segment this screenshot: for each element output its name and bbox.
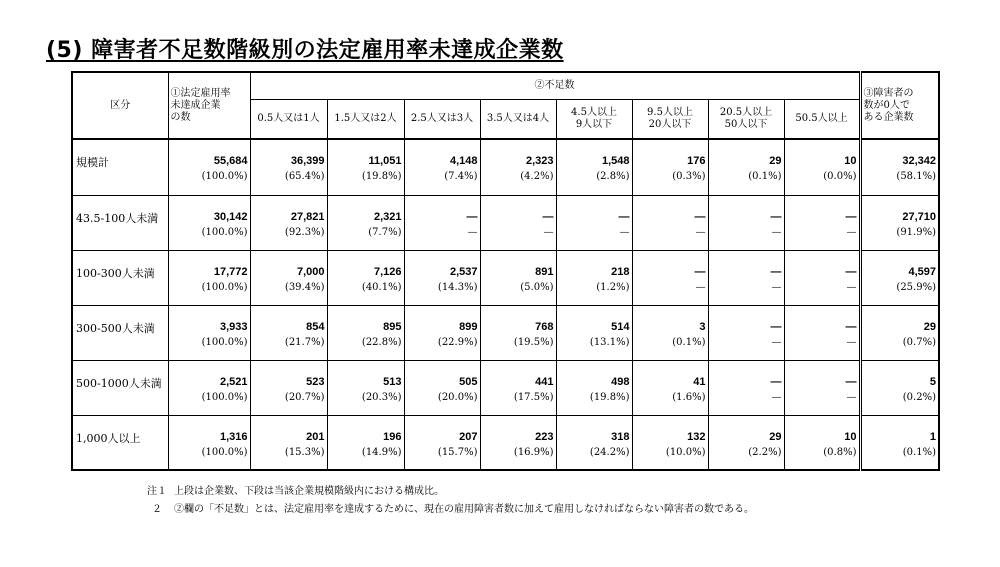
header-line: 50.5人以上: [795, 112, 848, 124]
table-cell: [250, 415, 327, 470]
count-value: 27,821: [290, 210, 325, 223]
percent-value: (39.4%): [284, 281, 325, 293]
data-table: [71, 71, 940, 471]
table-cell: [480, 305, 556, 360]
note-text: ②欄の「不足数」とは、法定雇用率を達成するために、現在の雇用障害者数に加えて雇用しなければならない障害者の数である。: [174, 504, 754, 515]
table-cell: [250, 139, 327, 195]
table-row: [72, 195, 939, 250]
table-cell: [708, 305, 784, 360]
table-row: [72, 139, 939, 195]
count-value: 498: [611, 375, 630, 388]
percent-value: (1.2%): [596, 281, 630, 293]
dash-value: —: [846, 391, 857, 403]
count-value: 29: [769, 155, 782, 167]
percent-value: (19.8%): [589, 391, 630, 403]
header-line: 9人以下: [575, 118, 613, 130]
table-cell: [168, 305, 250, 360]
percent-value: (0.1%): [902, 446, 936, 458]
count-value: 30,142: [213, 210, 248, 223]
count-value: 7,126: [373, 265, 402, 278]
header-line: 1.5人又は2人: [334, 112, 397, 124]
header-line: 0.5人又は1人: [257, 112, 320, 124]
percent-value: (20.7%): [284, 391, 325, 403]
dash-value: —: [771, 226, 782, 238]
percent-value: (16.9%): [513, 446, 554, 458]
header-line: ①法定雇用率: [170, 87, 231, 99]
note-key: 注１: [147, 486, 167, 497]
percent-value: (21.7%): [284, 336, 325, 348]
count-value: 29: [769, 430, 782, 443]
header-shortfall-range: [480, 99, 556, 139]
table-cell: [327, 360, 404, 415]
count-value: 768: [535, 320, 554, 333]
percent-value: (100.0%): [201, 226, 248, 238]
count-value: 207: [459, 430, 478, 443]
row-label: 規模計: [72, 139, 168, 195]
count-value: 223: [535, 430, 554, 443]
table-cell: [556, 360, 632, 415]
dash-value: —: [467, 226, 478, 238]
dash-value: —: [618, 210, 630, 223]
percent-value: (92.3%): [284, 226, 325, 238]
count-value: 36,399: [290, 155, 325, 167]
dash-value: —: [846, 226, 857, 238]
count-value: 505: [459, 375, 478, 388]
header-line: の数: [170, 111, 191, 123]
table-cell: [480, 195, 556, 250]
percent-value: (20.0%): [437, 391, 478, 403]
header-shortfall-range: [327, 99, 404, 139]
row-label: 1,000人以上: [72, 415, 168, 470]
table-cell: [784, 250, 860, 305]
table-cell: [860, 250, 939, 305]
table-cell: [556, 139, 632, 195]
count-value: 2,321: [373, 210, 402, 223]
table-cell: [784, 415, 860, 470]
count-value: 218: [611, 265, 630, 278]
table-cell: [327, 415, 404, 470]
count-value: 17,772: [213, 265, 248, 278]
dash-value: —: [770, 375, 782, 388]
table-cell: [556, 250, 632, 305]
dash-value: —: [845, 375, 857, 388]
table-cell: [784, 305, 860, 360]
row-label: 500-1000人未満: [72, 360, 168, 415]
table-cell: [168, 139, 250, 195]
count-value: 176: [687, 155, 706, 167]
percent-value: (2.2%): [748, 446, 782, 458]
count-value: 895: [383, 320, 402, 333]
count-value: 523: [306, 375, 325, 388]
percent-value: (0.8%): [823, 446, 857, 458]
percent-value: (15.3%): [284, 446, 325, 458]
percent-value: (20.3%): [361, 391, 402, 403]
table-cell: [404, 360, 480, 415]
count-value: 11,051: [368, 155, 402, 167]
count-value: 2,521: [219, 375, 248, 388]
table-cell: [860, 360, 939, 415]
count-value: 132: [687, 430, 706, 443]
table-cell: [480, 139, 556, 195]
table-cell: [860, 195, 939, 250]
header-shortfall-range: [556, 99, 632, 139]
dash-value: —: [466, 210, 478, 223]
row-label: 43.5-100人未満: [72, 195, 168, 250]
table-cell: [556, 415, 632, 470]
table-cell: [327, 139, 404, 195]
percent-value: (0.1%): [748, 171, 782, 182]
footnotes: [140, 483, 754, 519]
percent-value: (24.2%): [589, 446, 630, 458]
percent-value: (0.2%): [902, 391, 936, 403]
table-cell: [168, 360, 250, 415]
count-value: 513: [383, 375, 402, 388]
count-value: 196: [383, 430, 402, 443]
percent-value: (13.1%): [589, 336, 630, 348]
table-cell: [168, 195, 250, 250]
percent-value: (10.0%): [665, 446, 706, 458]
count-value: 7,000: [296, 265, 325, 278]
header-line: 3.5人又は4人: [486, 112, 550, 124]
dash-value: —: [695, 281, 706, 293]
count-value: 854: [306, 320, 325, 333]
header-line: 50人以下: [724, 118, 768, 130]
header-line: 2.5人又は3人: [410, 112, 474, 124]
count-value: 32,342: [902, 155, 936, 167]
header-shortfall-range: [404, 99, 480, 139]
count-value: 899: [459, 320, 478, 333]
dash-value: —: [770, 320, 782, 333]
header-shortfall-range: [708, 99, 784, 139]
count-value: 29: [923, 320, 936, 333]
header-col1: [168, 72, 250, 139]
header-line: 20人以下: [648, 118, 692, 130]
percent-value: (100.0%): [201, 391, 248, 403]
percent-value: (19.8%): [361, 171, 402, 182]
header-line: ある企業数: [863, 111, 914, 123]
dash-value: —: [771, 336, 782, 348]
percent-value: (5.0%): [520, 281, 554, 293]
table-row: [72, 360, 939, 415]
header-shortfall-range: [632, 99, 708, 139]
table-cell: [327, 250, 404, 305]
table-cell: [404, 139, 480, 195]
percent-value: (100.0%): [201, 446, 248, 458]
dash-value: —: [771, 391, 782, 403]
count-value: 514: [611, 320, 630, 333]
dash-value: —: [694, 210, 706, 223]
table-cell: [708, 195, 784, 250]
dash-value: —: [695, 226, 706, 238]
table-cell: [404, 415, 480, 470]
table-cell: [632, 250, 708, 305]
percent-value: (0.0%): [823, 171, 857, 182]
table-cell: [632, 305, 708, 360]
header-line: 4.5人以上: [571, 106, 617, 118]
count-value: 5: [929, 375, 936, 388]
percent-value: (14.3%): [437, 281, 478, 293]
percent-value: (4.2%): [520, 171, 554, 182]
table-cell: [860, 305, 939, 360]
count-value: 1: [929, 430, 936, 443]
header-line: 9.5人以上: [647, 106, 693, 118]
table-cell: [632, 195, 708, 250]
note-line: [140, 483, 754, 501]
header-line: 20.5人以上: [719, 106, 773, 118]
percent-value: (0.3%): [672, 171, 706, 182]
count-value: 4,597: [908, 265, 936, 278]
dash-value: —: [771, 281, 782, 293]
percent-value: (19.5%): [513, 336, 554, 348]
table-cell: [632, 360, 708, 415]
table-cell: [480, 250, 556, 305]
table-cell: [404, 250, 480, 305]
table-cell: [404, 195, 480, 250]
percent-value: (100.0%): [201, 281, 248, 293]
note-text: 上段は企業数、下段は当該企業規模階級内における構成比。: [174, 486, 444, 497]
count-value: 10: [844, 430, 857, 443]
table-cell: [250, 250, 327, 305]
percent-value: (17.5%): [513, 391, 554, 403]
table-cell: [632, 415, 708, 470]
percent-value: (100.0%): [201, 336, 248, 348]
percent-value: (22.9%): [437, 336, 478, 348]
table-cell: [480, 415, 556, 470]
header-shortfall-range: [250, 99, 327, 139]
percent-value: (14.9%): [361, 446, 402, 458]
table-cell: [784, 139, 860, 195]
table-cell: [708, 139, 784, 195]
table-row: [72, 305, 939, 360]
note-line: [140, 501, 754, 519]
note-key: ２: [152, 504, 162, 515]
percent-value: (91.9%): [896, 226, 936, 238]
count-value: 41: [693, 375, 706, 388]
table-cell: [327, 195, 404, 250]
table-cell: [250, 305, 327, 360]
table-cell: [784, 195, 860, 250]
count-value: 1,316: [219, 430, 248, 443]
percent-value: (0.7%): [902, 336, 936, 348]
count-value: 1,548: [601, 155, 630, 167]
dash-value: —: [694, 265, 706, 278]
count-value: 3,933: [219, 320, 248, 333]
header-line: ③障害者の: [863, 87, 914, 99]
table-cell: [168, 415, 250, 470]
header-fusoku: ②不足数: [250, 72, 860, 99]
table-cell: [404, 305, 480, 360]
percent-value: (15.7%): [437, 446, 478, 458]
percent-value: (58.1%): [896, 171, 936, 182]
percent-value: (2.8%): [596, 171, 630, 182]
dash-value: —: [770, 210, 782, 223]
count-value: 3: [699, 320, 706, 333]
table-cell: [708, 250, 784, 305]
count-value: 318: [611, 430, 630, 443]
table-cell: [860, 415, 939, 470]
row-label: 100-300人未満: [72, 250, 168, 305]
count-value: 2,323: [525, 155, 554, 167]
table-cell: [632, 139, 708, 195]
dash-value: —: [542, 210, 554, 223]
percent-value: (25.9%): [896, 281, 936, 293]
table-cell: [708, 415, 784, 470]
percent-value: (0.1%): [672, 336, 706, 348]
dash-value: —: [770, 265, 782, 278]
header-line: 数が0人で: [863, 99, 910, 111]
dash-value: —: [845, 265, 857, 278]
percent-value: (65.4%): [284, 171, 325, 182]
table-cell: [784, 360, 860, 415]
count-value: 2,537: [449, 265, 478, 278]
header-zero-employees: [860, 72, 939, 139]
count-value: 201: [306, 430, 325, 443]
count-value: 441: [535, 375, 554, 388]
header-kubun: 区分: [72, 72, 168, 139]
table-cell: [250, 360, 327, 415]
table-row: [72, 250, 939, 305]
percent-value: (100.0%): [201, 171, 248, 182]
row-label: 300-500人未満: [72, 305, 168, 360]
percent-value: (7.7%): [368, 226, 402, 238]
percent-value: (22.8%): [361, 336, 402, 348]
table-cell: [327, 305, 404, 360]
dash-value: —: [846, 336, 857, 348]
count-value: 4,148: [449, 155, 478, 167]
table-cell: [556, 195, 632, 250]
dash-value: —: [619, 226, 630, 238]
dash-value: —: [845, 320, 857, 333]
table-row: [72, 415, 939, 470]
table-cell: [860, 139, 939, 195]
table-cell: [556, 305, 632, 360]
table-cell: [480, 360, 556, 415]
table-cell: [168, 250, 250, 305]
percent-value: (7.4%): [444, 171, 478, 182]
count-value: 891: [535, 265, 554, 278]
percent-value: (40.1%): [361, 281, 402, 293]
table-cell: [250, 195, 327, 250]
header-line: 未達成企業: [170, 99, 221, 111]
count-value: 55,684: [213, 155, 248, 167]
count-value: 10: [844, 155, 857, 167]
page-title: (5) 障害者不足数階級別の法定雇用率未達成企業数: [46, 38, 564, 63]
dash-value: —: [846, 281, 857, 293]
dash-value: —: [845, 210, 857, 223]
header-shortfall-range: [784, 99, 860, 139]
percent-value: (1.6%): [672, 391, 706, 403]
dash-value: —: [543, 226, 554, 238]
table-cell: [708, 360, 784, 415]
count-value: 27,710: [902, 210, 936, 223]
